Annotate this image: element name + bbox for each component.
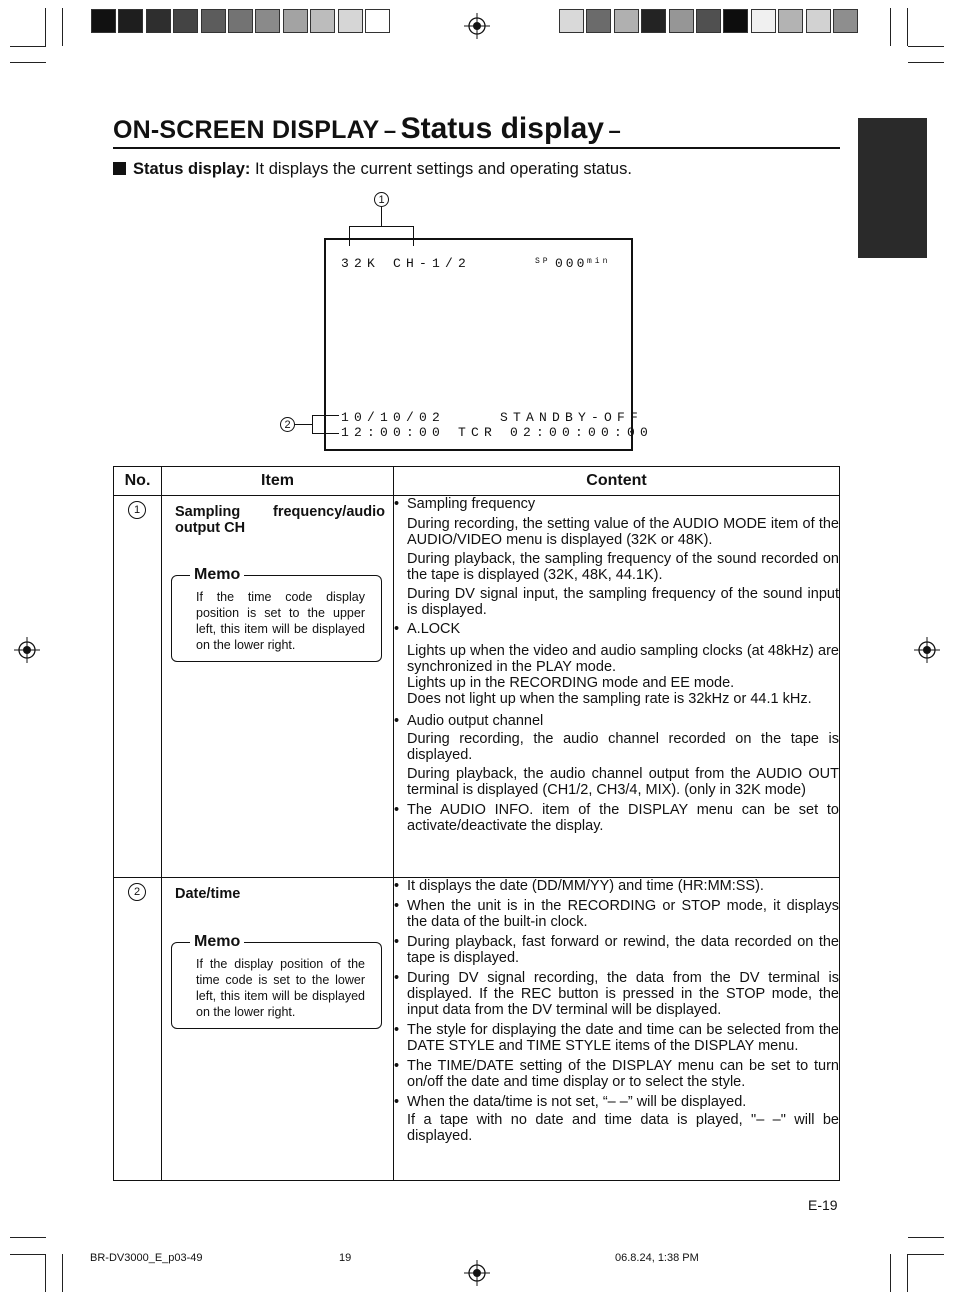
header-content: Content bbox=[394, 467, 840, 496]
footer-sheet: 19 bbox=[339, 1252, 352, 1264]
color-swatch bbox=[751, 9, 776, 33]
section-tab bbox=[858, 118, 927, 258]
title-dash: – bbox=[608, 118, 621, 143]
status-screen bbox=[324, 238, 654, 451]
bullet-detail: During playback, the audio channel output from the AUDIO OUT terminal is displayed (CH1/2, CH3/4, MIX). (only in 32K mode) bbox=[407, 766, 839, 798]
title-main: ON-SCREEN DISPLAY bbox=[113, 116, 380, 144]
screen-date: 10/10/02 bbox=[341, 410, 446, 425]
color-swatch bbox=[146, 9, 171, 33]
footer-file: BR-DV3000_E_p03-49 bbox=[90, 1252, 203, 1264]
color-swatch bbox=[806, 9, 831, 33]
memo-text: If the display position of the time code is set to the lower left, this item will be displayed on the lower right. bbox=[196, 957, 365, 1019]
screen-sp: SP bbox=[535, 257, 551, 266]
row-number bbox=[114, 878, 162, 1181]
callout-bracket bbox=[312, 415, 339, 416]
crop-mark bbox=[10, 62, 46, 63]
item-title: Sampling frequency/audio output CH bbox=[175, 504, 385, 536]
registration-mark-icon bbox=[14, 637, 40, 663]
bullet-detail: During playback, the sampling frequency of the sound recorded on the tape is displayed (32K, 48K, 44.1K). bbox=[407, 551, 839, 583]
bullet: • When the data/time is not set, “– –” will be displayed. bbox=[394, 1094, 839, 1110]
color-swatch bbox=[614, 9, 639, 33]
bullet-detail: During recording, the setting value of the AUDIO MODE item of the AUDIO/VIDEO menu is displayed (32K or 48K). bbox=[407, 516, 839, 548]
screen-counter: 000 bbox=[555, 256, 588, 271]
crop-mark bbox=[908, 1254, 944, 1255]
bullet: • During DV signal recording, the data from the DV terminal is displayed. If the REC button is pressed in the STOP mode, the input data from the DV terminal will be displayed. bbox=[394, 970, 839, 1018]
color-swatch bbox=[559, 9, 584, 33]
header-item: Item bbox=[162, 467, 394, 496]
callout-bracket bbox=[312, 433, 339, 434]
crop-mark bbox=[62, 8, 63, 46]
color-swatch bbox=[228, 9, 253, 33]
intro-line bbox=[113, 160, 632, 179]
screen-time: 12:00:00 bbox=[341, 425, 446, 440]
bullet: • The TIME/DATE setting of the DISPLAY menu can be set to turn on/off the date and time display or to select the style. bbox=[394, 1058, 839, 1090]
bullet: • When the unit is in the RECORDING or STOP mode, it displays the data of the built-in clock. bbox=[394, 898, 839, 930]
item-title: Date/time bbox=[175, 886, 241, 902]
bullet: • The AUDIO INFO. item of the DISPLAY menu can be set to activate/deactivate the display. bbox=[394, 802, 839, 834]
callout-bracket bbox=[349, 226, 414, 227]
header-no: No. bbox=[114, 467, 162, 496]
row-number-circle: 1 bbox=[128, 501, 146, 519]
color-swatch bbox=[833, 9, 858, 33]
memo-box bbox=[171, 933, 382, 1029]
color-swatch bbox=[118, 9, 143, 33]
color-swatch bbox=[641, 9, 666, 33]
crop-mark bbox=[908, 46, 944, 47]
color-swatch bbox=[778, 9, 803, 33]
item-cell bbox=[162, 878, 394, 1181]
color-swatch bbox=[365, 9, 390, 33]
table-header-row bbox=[114, 467, 840, 496]
content-cell bbox=[394, 496, 840, 878]
crop-mark bbox=[10, 46, 46, 47]
intro-label: Status display: bbox=[133, 160, 251, 178]
bullet-detail: During DV signal input, the sampling frequency of the sound input is displayed. bbox=[407, 586, 839, 618]
table-row bbox=[114, 878, 840, 1181]
bullet-detail: Lights up in the RECORDING mode and EE mode. bbox=[407, 675, 735, 691]
bullet-detail: If a tape with no date and time data is played, "– –" will be displayed. bbox=[407, 1112, 839, 1144]
color-swatch bbox=[283, 9, 308, 33]
content-cell bbox=[394, 878, 840, 1181]
row-number-circle: 2 bbox=[128, 883, 146, 901]
callout-bracket bbox=[312, 415, 313, 434]
crop-mark bbox=[908, 1237, 944, 1238]
bullet: • Sampling frequency bbox=[394, 496, 839, 512]
table-row bbox=[114, 496, 840, 878]
screen-tcr: TCR 02:00:00:00 bbox=[458, 425, 654, 440]
color-swatch bbox=[201, 9, 226, 33]
footer-date: 06.8.24, 1:38 PM bbox=[615, 1252, 699, 1264]
callout-2: 2 bbox=[280, 417, 295, 432]
callout-1: 1 bbox=[374, 192, 389, 207]
bullet-detail: Lights up when the video and audio sampling clocks (at 48kHz) are synchronized in the PLAY mode. bbox=[407, 643, 839, 675]
bullet-detail: During recording, the audio channel recorded on the tape is displayed. bbox=[407, 731, 839, 763]
status-table bbox=[113, 466, 840, 1181]
callout-line bbox=[295, 424, 312, 425]
registration-mark-icon bbox=[914, 637, 940, 663]
color-swatch bbox=[173, 9, 198, 33]
crop-mark bbox=[10, 1237, 46, 1238]
screen-audio: 32K CH-1/2 bbox=[341, 256, 472, 271]
bullet: • It displays the date (DD/MM/YY) and time (HR:MM:SS). bbox=[394, 878, 839, 894]
color-swatch bbox=[669, 9, 694, 33]
bullet-detail: Does not light up when the sampling rate is 32kHz or 44.1 kHz. bbox=[407, 691, 812, 707]
row-number bbox=[114, 496, 162, 878]
memo-box bbox=[171, 566, 382, 662]
memo-title: Memo bbox=[190, 933, 244, 951]
bullet: • The style for displaying the date and time can be selected from the DATE STYLE and TIME STYLE items of the DISPLAY menu. bbox=[394, 1022, 839, 1054]
callout-line bbox=[381, 207, 382, 226]
crop-mark bbox=[907, 8, 908, 46]
square-bullet-icon bbox=[113, 162, 126, 175]
screen-status: STANDBY-OFF bbox=[500, 410, 644, 425]
crop-mark bbox=[45, 8, 46, 46]
item-cell bbox=[162, 496, 394, 878]
registration-mark-icon bbox=[464, 13, 490, 39]
bullet: • Audio output channel bbox=[394, 713, 839, 729]
bullet: • A.LOCK bbox=[394, 621, 839, 637]
color-swatch bbox=[310, 9, 335, 33]
color-swatch bbox=[586, 9, 611, 33]
screen-min: min bbox=[587, 257, 611, 266]
crop-mark bbox=[45, 1254, 46, 1292]
color-swatch bbox=[255, 9, 280, 33]
crop-mark bbox=[890, 1254, 891, 1292]
crop-mark bbox=[10, 1254, 46, 1255]
registration-mark-icon bbox=[464, 1260, 490, 1286]
memo-title: Memo bbox=[190, 566, 244, 584]
crop-mark bbox=[890, 8, 891, 46]
page-title bbox=[113, 112, 621, 146]
bullet: • During playback, fast forward or rewind, the data recorded on the tape is displayed. bbox=[394, 934, 839, 966]
color-swatch bbox=[723, 9, 748, 33]
title-dash: – bbox=[383, 118, 397, 143]
color-swatch bbox=[696, 9, 721, 33]
title-rule bbox=[113, 147, 840, 149]
crop-mark bbox=[907, 1254, 908, 1292]
memo-text: If the time code display position is set to the upper left, this item will be displayed on the lower right. bbox=[196, 590, 365, 652]
color-swatch bbox=[338, 9, 363, 33]
intro-text: It displays the current settings and operating status. bbox=[254, 160, 632, 178]
crop-mark bbox=[62, 1254, 63, 1292]
page-number: E-19 bbox=[808, 1197, 838, 1213]
crop-mark bbox=[908, 62, 944, 63]
title-sub: Status display bbox=[400, 112, 604, 145]
color-swatch bbox=[91, 9, 116, 33]
